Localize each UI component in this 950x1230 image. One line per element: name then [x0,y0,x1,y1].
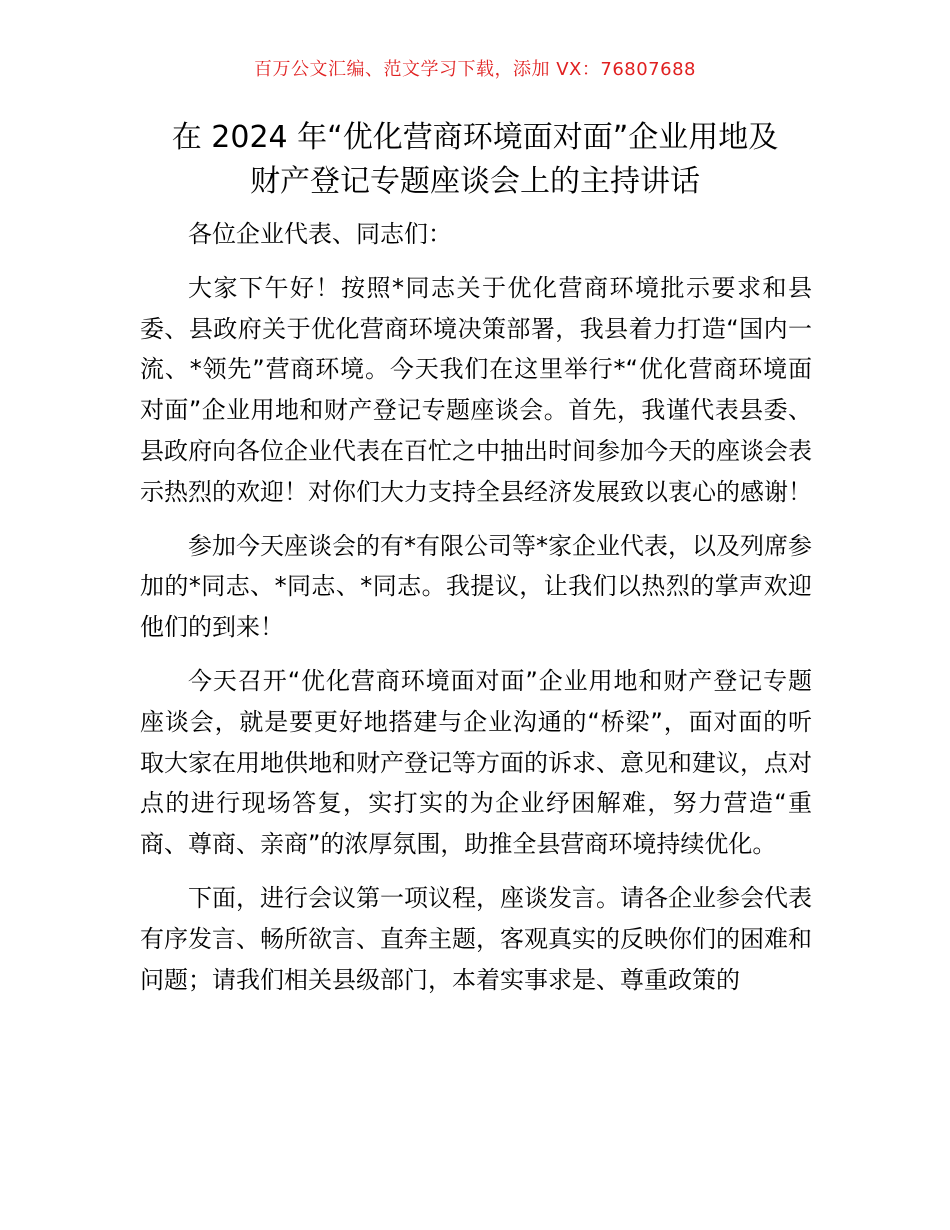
paragraph-agenda: 下面，进行会议第一项议程，座谈发言。请各企业参会代表有序发言、畅所欲言、直奔主题，客观真实的反映你们的困难和问题；请我们相关县级部门，本着实事求是、尊重政策的 [140,883,812,994]
title-line-1: 在 2024 年“优化营商环境面对面”企业用地及 [171,120,779,155]
paragraph-attendees: 参加今天座谈会的有*有限公司等*家企业代表，以及列席参加的*同志、*同志、*同志。我提议，让我们以热烈的掌声欢迎他们的到来！ [140,531,812,642]
paragraph-purpose: 今天召开“优化营商环境面对面”企业用地和财产登记专题座谈会，就是要更好地搭建与企业沟通的“桥梁”，面对面的听取大家在用地供地和财产登记等方面的诉求、意见和建议，点对点的进行现场答复，实打实的为企业纾困解难，努力营造“重商、尊商、亲商”的浓厚氛围，助推全县营商环境持续优化。 [140,666,812,859]
document-title [120,116,830,204]
title-line-2: 财产登记专题座谈会上的主持讲话 [250,164,700,199]
paragraph-opening: 大家下午好！按照*同志关于优化营商环境批示要求和县委、县政府关于优化营商环境决策部署，我县着力打造“国内一流、*领先”营商环境。今天我们在这里举行*“优化营商环境面对面”企业用地和财产登记专题座谈会。首先，我谨代表县委、县政府向各位企业代表在百忙之中抽出时间参加今天的座谈会表示热烈的欢迎！对你们大力支持全县经济发展致以衷心的感谢！ [140,273,812,506]
download-banner: 百万公文汇编、范文学习下载，添加 VX：76807688 [254,59,696,80]
document-body [140,214,812,1013]
salutation: 各位企业代表、同志们： [188,220,452,248]
